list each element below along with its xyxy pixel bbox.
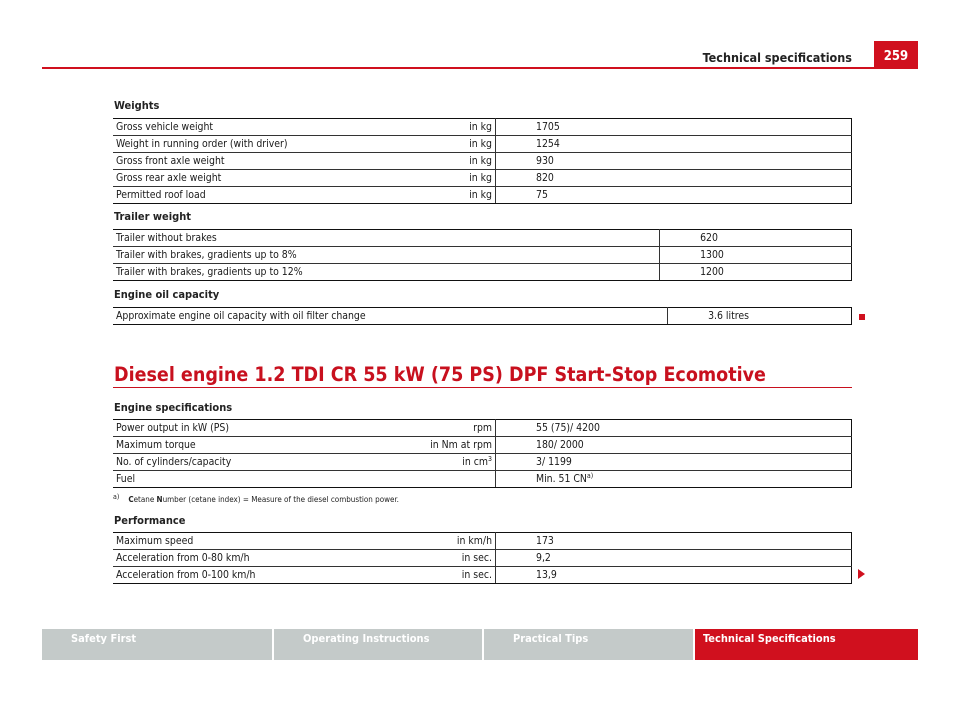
row-value: 180/ 2000 — [496, 437, 852, 454]
trailer-weight-label: Trailer weight — [114, 210, 192, 223]
row-label: Trailer with brakes, gradients up to 8% — [113, 247, 660, 264]
engine-specs-table — [113, 419, 852, 488]
value-text: Min. 51 CN — [536, 473, 587, 485]
row-label: Maximum speed — [113, 533, 379, 550]
header-rule — [42, 67, 874, 69]
table-row — [113, 308, 852, 325]
row-unit: in kg — [379, 136, 496, 153]
table-row — [113, 533, 852, 550]
page-number: 259 — [874, 41, 918, 69]
footer-tab-technical-specifications[interactable]: Technical Specifications — [695, 629, 918, 660]
engine-oil-table — [113, 307, 852, 325]
engine-specs-label: Engine specifications — [114, 401, 233, 414]
unit-superscript: 3 — [487, 455, 492, 463]
weights-table — [113, 118, 852, 204]
row-value: 9,2 — [496, 550, 852, 567]
footnote-ref: a) — [586, 472, 594, 480]
table-row — [113, 437, 852, 454]
table-row — [113, 153, 852, 170]
weights-label: Weights — [114, 99, 160, 112]
row-value: 173 — [496, 533, 852, 550]
row-unit: in kg — [379, 119, 496, 136]
table-row — [113, 454, 852, 471]
table-row — [113, 170, 852, 187]
table-row — [113, 264, 852, 281]
table-row — [113, 471, 852, 488]
footnote — [113, 493, 399, 504]
footer-tab-practical-tips[interactable]: Practical Tips — [484, 629, 693, 660]
row-value: 55 (75)/ 4200 — [496, 420, 852, 437]
row-unit — [379, 454, 496, 471]
footnote-bold: C — [128, 495, 134, 504]
row-value: 1254 — [496, 136, 852, 153]
unit-text: in cm — [462, 456, 488, 468]
row-value: 75 — [496, 187, 852, 204]
row-value: 3.6 litres — [668, 308, 852, 325]
row-value: 3/ 1199 — [496, 454, 852, 471]
section-end-marker — [859, 314, 865, 320]
row-value: 820 — [496, 170, 852, 187]
row-label: Permitted roof load — [113, 187, 379, 204]
table-row — [113, 230, 852, 247]
performance-table — [113, 532, 852, 584]
performance-label: Performance — [114, 514, 186, 527]
row-label: Approximate engine oil capacity with oil filter change — [113, 308, 668, 325]
row-label: Weight in running order (with driver) — [113, 136, 379, 153]
running-header-title: Technical specifications — [702, 50, 852, 65]
footer-tab-safety-first[interactable]: Safety First — [42, 629, 272, 660]
row-label: Gross front axle weight — [113, 153, 379, 170]
row-unit: in sec. — [379, 550, 496, 567]
section-heading: Diesel engine 1.2 TDI CR 55 kW (75 PS) DPF Start-Stop Ecomotive — [114, 363, 766, 386]
heading-rule — [113, 387, 852, 388]
table-row — [113, 550, 852, 567]
table-row — [113, 247, 852, 264]
table-row — [113, 420, 852, 437]
row-unit: in sec. — [379, 567, 496, 584]
footnote-marker: a) — [113, 493, 120, 501]
row-label: Acceleration from 0-80 km/h — [113, 550, 379, 567]
row-unit: in kg — [379, 187, 496, 204]
row-value: 620 — [660, 230, 852, 247]
row-label: No. of cylinders/capacity — [113, 454, 379, 471]
row-value: 1705 — [496, 119, 852, 136]
table-row — [113, 136, 852, 153]
row-unit: in km/h — [379, 533, 496, 550]
footer-tab-operating-instructions[interactable]: Operating Instructions — [274, 629, 482, 660]
row-label: Gross vehicle weight — [113, 119, 379, 136]
row-label: Trailer without brakes — [113, 230, 660, 247]
table-row — [113, 187, 852, 204]
trailer-weight-table — [113, 229, 852, 281]
table-row — [113, 119, 852, 136]
row-unit — [379, 471, 496, 488]
row-unit: in kg — [379, 153, 496, 170]
row-value: 930 — [496, 153, 852, 170]
engine-oil-label: Engine oil capacity — [114, 288, 220, 301]
row-label: Maximum torque — [113, 437, 379, 454]
footnote-bold: N — [156, 495, 163, 504]
continue-arrow-icon — [858, 569, 865, 579]
row-label: Fuel — [113, 471, 379, 488]
footnote-text: umber (cetane index) = Measure of the diesel combustion power. — [162, 495, 399, 504]
row-label: Trailer with brakes, gradients up to 12% — [113, 264, 660, 281]
table-row — [113, 567, 852, 584]
row-value — [496, 471, 852, 488]
row-value: 1300 — [660, 247, 852, 264]
row-label: Gross rear axle weight — [113, 170, 379, 187]
row-unit: in kg — [379, 170, 496, 187]
footnote-text: etane — [133, 495, 157, 504]
row-unit: in Nm at rpm — [379, 437, 496, 454]
row-label: Power output in kW (PS) — [113, 420, 379, 437]
row-value: 13,9 — [496, 567, 852, 584]
row-value: 1200 — [660, 264, 852, 281]
row-unit: rpm — [379, 420, 496, 437]
row-label: Acceleration from 0-100 km/h — [113, 567, 379, 584]
